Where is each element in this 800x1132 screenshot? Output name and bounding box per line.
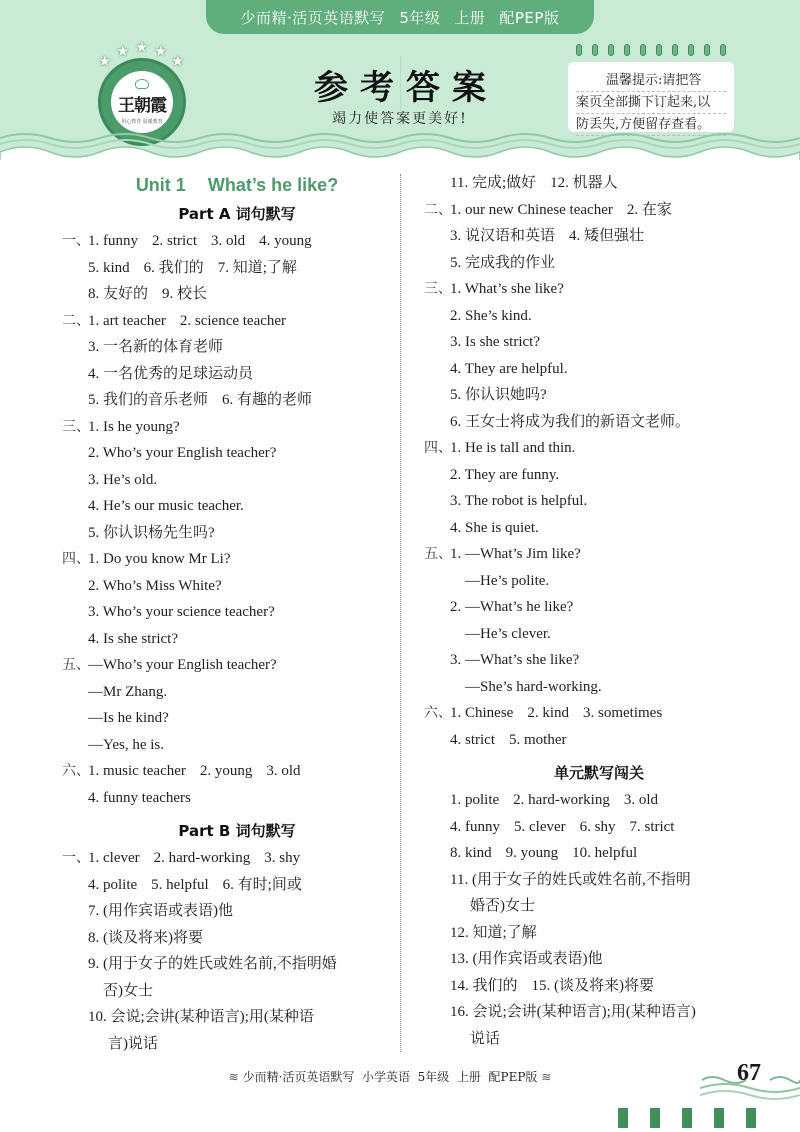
answer-row bbox=[62, 520, 392, 547]
answer-row bbox=[424, 867, 754, 894]
section-number: 一、 bbox=[62, 233, 90, 249]
answer-text: 7. strict bbox=[629, 818, 675, 835]
answer-text: 3. —What’s she like? bbox=[450, 652, 580, 668]
answer-row bbox=[62, 652, 392, 679]
answer-text: 2. Who’s Miss White? bbox=[88, 577, 222, 594]
answer-text: 2. hard-working bbox=[513, 792, 610, 808]
review-title: 单元默写闯关 bbox=[553, 764, 644, 782]
answer-text: 2. They are funny. bbox=[450, 466, 560, 483]
ring-icon bbox=[672, 44, 678, 56]
answer-row bbox=[62, 573, 392, 600]
ring-icon bbox=[656, 44, 662, 56]
unit-review-answers bbox=[424, 787, 754, 1052]
answer-text: 10. 会说;会讲(某种语言);用(某种语 bbox=[88, 1009, 314, 1025]
answer-row bbox=[424, 594, 754, 621]
answer-row bbox=[62, 255, 392, 282]
answer-row bbox=[424, 541, 754, 568]
wave-mark-icon: ≋ bbox=[228, 1070, 239, 1084]
answer-text: 12. 机器人 bbox=[550, 175, 618, 191]
answer-text: 16. 会说;会讲(某种语言);用(某种语言) bbox=[450, 1004, 696, 1020]
answer-row bbox=[62, 493, 392, 520]
answer-text: 1. our new Chinese teacher bbox=[450, 201, 613, 218]
answer-text: 1. He is tall and thin. bbox=[450, 440, 576, 456]
answer-text: 7. (用作宾语或表语)他 bbox=[88, 903, 233, 919]
section-number: 六、 bbox=[424, 705, 452, 721]
answer-text: 1. Is he young? bbox=[88, 418, 180, 435]
answer-text: 言)说话 bbox=[108, 1035, 158, 1052]
section-number: 二、 bbox=[424, 201, 452, 218]
star-icon: ★ bbox=[135, 38, 149, 56]
answer-text: 8. (谈及将来)将要 bbox=[88, 929, 203, 946]
answer-text: 6. shy bbox=[579, 818, 616, 835]
answer-text: 3. Is she strict? bbox=[450, 334, 540, 350]
page-footer bbox=[0, 1068, 800, 1085]
unit-number: Unit 1 bbox=[135, 175, 186, 195]
logo-name: 王朝霞 bbox=[118, 96, 166, 116]
star-icon: ★ bbox=[171, 52, 185, 70]
answer-text: 5. 完成我的作业 bbox=[450, 254, 556, 271]
answer-row bbox=[424, 674, 754, 701]
answer-row bbox=[62, 387, 392, 414]
answer-text: 说话 bbox=[470, 1030, 501, 1047]
ring-icon bbox=[688, 44, 694, 56]
answer-text: 2. —What’s he like? bbox=[450, 599, 574, 615]
answer-text: 12. 知道;了解 bbox=[450, 924, 537, 941]
part-a-title: Part A 词句默写 bbox=[178, 205, 296, 223]
answer-text: 4. funny bbox=[450, 818, 500, 835]
answer-text: 3. 一名新的体育老师 bbox=[88, 339, 224, 355]
answer-text: 否)女士 bbox=[103, 982, 153, 999]
notice-line: 温馨提示:请把答 bbox=[576, 70, 726, 92]
ring-icon bbox=[608, 44, 614, 56]
answer-row bbox=[424, 893, 754, 920]
answer-row bbox=[424, 170, 754, 197]
section-number: 六、 bbox=[62, 763, 90, 779]
answer-row bbox=[424, 303, 754, 330]
answer-text: 4. 矮但强壮 bbox=[569, 228, 645, 244]
answer-text: —Yes, he is. bbox=[88, 736, 164, 753]
page-header bbox=[0, 0, 800, 160]
answer-text: 7. 知道;了解 bbox=[217, 259, 297, 276]
section-number: 四、 bbox=[424, 440, 452, 456]
answer-text: 13. (用作宾语或表语)他 bbox=[450, 951, 603, 967]
wave-mark-icon: ≋ bbox=[541, 1070, 552, 1084]
answer-text: 3. old bbox=[623, 792, 658, 808]
answer-row bbox=[62, 732, 392, 759]
answer-text: 1. What’s she like? bbox=[450, 281, 564, 297]
answer-text: 6. 王女士将成为我们的新语文老师。 bbox=[450, 413, 691, 430]
ring-icon bbox=[720, 44, 726, 56]
answer-text: 11. (用于女子的姓氏或姓名前,不指明 bbox=[450, 871, 691, 888]
left-column bbox=[62, 170, 392, 1057]
answer-text: 9. (用于女子的姓氏或姓名前,不指明婚 bbox=[88, 956, 337, 972]
answer-text: 3. old bbox=[266, 763, 301, 779]
answer-row bbox=[424, 488, 754, 515]
answer-row bbox=[62, 228, 392, 255]
answer-row bbox=[424, 356, 754, 383]
answer-row bbox=[62, 1031, 392, 1058]
edge-mark bbox=[714, 1108, 724, 1128]
answer-row bbox=[424, 329, 754, 356]
series-tab bbox=[206, 0, 594, 34]
answer-row bbox=[424, 1026, 754, 1053]
footer-text: 少而精·活页英语默写 小学英语 5年级 上册 配PEP版 bbox=[242, 1070, 538, 1084]
answer-row bbox=[424, 814, 754, 841]
answer-text: 2. young bbox=[199, 763, 253, 779]
answer-row bbox=[62, 440, 392, 467]
answer-text: 9. young bbox=[505, 845, 559, 861]
answer-text: 14. 我们的 bbox=[450, 977, 518, 994]
answer-text: 4. polite bbox=[88, 876, 138, 893]
answer-row bbox=[424, 462, 754, 489]
answer-row bbox=[424, 621, 754, 648]
edge-mark bbox=[650, 1108, 660, 1128]
answer-row bbox=[62, 785, 392, 812]
series-grade: 5年级 bbox=[399, 8, 441, 27]
answer-row bbox=[62, 925, 392, 952]
section-number: 三、 bbox=[62, 418, 90, 435]
answer-text: 4. She is quiet. bbox=[450, 519, 539, 536]
answer-text: —Who’s your English teacher? bbox=[88, 657, 277, 673]
notepad-rings bbox=[576, 44, 726, 60]
answer-row bbox=[62, 872, 392, 899]
edge-mark bbox=[746, 1108, 756, 1128]
notice-line: 防丢失,方便留存查看。 bbox=[576, 114, 726, 136]
answer-text: 4. funny teachers bbox=[88, 789, 191, 806]
answer-text: 1. clever bbox=[88, 850, 140, 866]
answer-text: 6. 有趣的老师 bbox=[222, 392, 313, 408]
series-name: 少而精·活页英语默写 bbox=[240, 8, 386, 27]
answer-text: 2. 在家 bbox=[626, 201, 672, 218]
answer-text: 15. (谈及将来)将要 bbox=[531, 977, 655, 994]
page-subtitle: 竭力使答案更美好! bbox=[332, 111, 468, 127]
answer-row bbox=[424, 920, 754, 947]
ring-icon bbox=[640, 44, 646, 56]
answer-text: 5. 我们的音乐老师 bbox=[88, 392, 209, 408]
answer-row bbox=[62, 845, 392, 872]
answer-row bbox=[424, 647, 754, 674]
answer-row bbox=[424, 276, 754, 303]
page-number: 67 bbox=[737, 1060, 761, 1086]
answer-text: 3. Who’s your science teacher? bbox=[88, 604, 275, 620]
ring-icon bbox=[704, 44, 710, 56]
answer-text: 2. kind bbox=[527, 705, 569, 721]
answer-row bbox=[62, 546, 392, 573]
answer-row bbox=[424, 223, 754, 250]
answer-text: 1. polite bbox=[450, 792, 500, 808]
answer-text: 4. 一名优秀的足球运动员 bbox=[88, 365, 254, 382]
section-number: 五、 bbox=[62, 657, 90, 673]
answer-text: 11. 完成;做好 bbox=[450, 175, 537, 191]
answer-row bbox=[62, 1004, 392, 1031]
answer-row bbox=[62, 414, 392, 441]
ring-icon bbox=[576, 44, 582, 56]
ring-icon bbox=[592, 44, 598, 56]
logo-tagline: 用心教育 温暖教育 bbox=[121, 119, 163, 125]
answer-row bbox=[62, 599, 392, 626]
answer-row bbox=[62, 978, 392, 1005]
answer-text: 4. young bbox=[259, 233, 312, 249]
answer-text: 3. 说汉语和英语 bbox=[450, 228, 556, 244]
answer-text: 8. 友好的 bbox=[88, 286, 149, 302]
answer-text: 婚否)女士 bbox=[470, 898, 535, 914]
answer-text: 2. Who’s your English teacher? bbox=[88, 445, 277, 461]
answer-text: 1. music teacher bbox=[88, 763, 186, 779]
section-number: 一、 bbox=[62, 850, 90, 866]
answer-text: 5. kind bbox=[88, 259, 130, 276]
answer-text: 6. 我们的 bbox=[143, 259, 204, 276]
answer-row bbox=[424, 515, 754, 542]
answer-text: 5. 你认识杨先生吗? bbox=[88, 524, 215, 541]
answer-row bbox=[62, 467, 392, 494]
answer-row bbox=[62, 281, 392, 308]
answer-text: —Mr Zhang. bbox=[88, 683, 168, 700]
column-divider bbox=[400, 174, 401, 1052]
answer-row bbox=[62, 951, 392, 978]
answer-row bbox=[424, 727, 754, 754]
notice-line: 案页全部撕下订起来,以 bbox=[576, 92, 726, 114]
unit-title bbox=[62, 170, 392, 200]
answer-row bbox=[424, 973, 754, 1000]
answer-text: 3. The robot is helpful. bbox=[450, 493, 588, 509]
answer-text: 9. 校长 bbox=[162, 286, 208, 302]
answer-text: 3. shy bbox=[264, 850, 301, 866]
answer-row bbox=[424, 409, 754, 436]
answer-text: 6. 有时;间或 bbox=[222, 876, 302, 893]
answer-text: —He’s polite. bbox=[465, 572, 550, 589]
answer-row bbox=[62, 308, 392, 335]
part-a-answers bbox=[62, 228, 392, 811]
answer-text: 2. science teacher bbox=[179, 312, 287, 329]
answer-text: 3. He’s old. bbox=[88, 471, 158, 488]
answer-text: 2. She’s kind. bbox=[450, 307, 532, 324]
answer-text: 4. Is she strict? bbox=[88, 630, 178, 647]
notice-card bbox=[568, 62, 734, 132]
answer-text: 5. mother bbox=[509, 731, 567, 748]
series-volume: 上册 bbox=[454, 8, 486, 27]
answer-text: 5. clever bbox=[514, 818, 566, 835]
answer-row bbox=[62, 898, 392, 925]
answer-text: 4. They are helpful. bbox=[450, 360, 568, 377]
star-icon: ★ bbox=[98, 52, 112, 70]
header-wave-border bbox=[0, 128, 800, 160]
answer-row bbox=[424, 999, 754, 1026]
answer-text: 8. kind bbox=[450, 845, 492, 861]
answer-text: —He’s clever. bbox=[465, 625, 551, 642]
answer-text: 4. He’s our music teacher. bbox=[88, 498, 244, 514]
star-icon: ★ bbox=[154, 42, 168, 60]
answer-row bbox=[424, 435, 754, 462]
answer-row bbox=[424, 946, 754, 973]
part-b-title: Part B 词句默写 bbox=[178, 822, 296, 840]
answer-row bbox=[424, 197, 754, 224]
edge-marks bbox=[618, 1108, 800, 1132]
answer-text: 2. hard-working bbox=[153, 850, 251, 866]
section-number: 四、 bbox=[62, 551, 90, 567]
answer-text: —Is he kind? bbox=[88, 710, 169, 726]
answer-text: 10. helpful bbox=[572, 845, 638, 861]
edge-mark bbox=[682, 1108, 692, 1128]
series-edition: 配PEP版 bbox=[499, 8, 560, 27]
answer-text: 1. —What’s Jim like? bbox=[450, 546, 581, 562]
answer-text: 3. old bbox=[211, 233, 246, 249]
answer-text: —She’s hard-working. bbox=[465, 678, 602, 695]
answer-row bbox=[62, 361, 392, 388]
answer-row bbox=[62, 626, 392, 653]
answer-text: 5. helpful bbox=[151, 876, 209, 893]
star-icon: ★ bbox=[116, 42, 130, 60]
answer-text: 3. sometimes bbox=[583, 705, 663, 721]
part-b-answers-continued bbox=[424, 170, 754, 753]
answer-text: 1. Do you know Mr Li? bbox=[88, 551, 231, 567]
section-number: 三、 bbox=[424, 281, 452, 297]
answer-text: 2. strict bbox=[152, 233, 197, 249]
answer-row bbox=[424, 250, 754, 277]
part-b-answers bbox=[62, 845, 392, 1057]
answer-row bbox=[62, 334, 392, 361]
section-number: 五、 bbox=[424, 546, 452, 562]
answer-text: 1. Chinese bbox=[450, 705, 514, 721]
ring-icon bbox=[624, 44, 630, 56]
page-title: 参考答案 bbox=[314, 68, 498, 108]
answer-row bbox=[62, 679, 392, 706]
answer-row bbox=[424, 382, 754, 409]
section-number: 二、 bbox=[62, 312, 90, 329]
answer-text: 1. funny bbox=[88, 233, 138, 249]
unit-name: What’s he like? bbox=[207, 175, 339, 195]
edge-mark bbox=[618, 1108, 628, 1128]
right-column bbox=[424, 170, 754, 1052]
answer-text: 1. art teacher bbox=[88, 312, 166, 329]
answer-text: 4. strict bbox=[450, 731, 495, 748]
answer-row bbox=[62, 758, 392, 785]
answer-text: 5. 你认识她吗? bbox=[450, 387, 547, 403]
answer-row bbox=[62, 705, 392, 732]
answer-row bbox=[424, 840, 754, 867]
answer-row bbox=[424, 700, 754, 727]
answer-row bbox=[424, 568, 754, 595]
answer-row bbox=[424, 787, 754, 814]
